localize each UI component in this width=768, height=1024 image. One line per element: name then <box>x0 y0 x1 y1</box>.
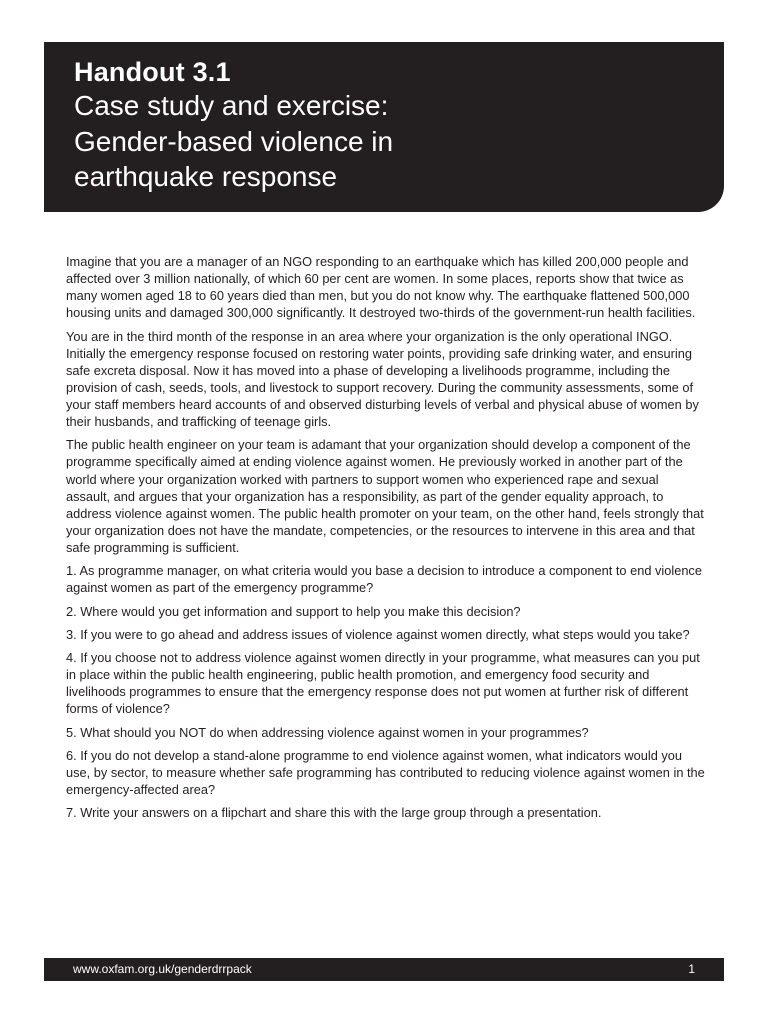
footer-url-link[interactable]: www.oxfam.org.uk/genderdrrpack <box>73 962 252 976</box>
handout-header <box>44 42 724 212</box>
question-4: 4. If you choose not to address violence against women directly in your programme, what measures can you put in place within the public health engineering, public health promotion, and emergency food security and livelihoods programmes to ensure that the emergency response does not put women at further risk of different forms of violence? <box>66 650 700 717</box>
handout-label: Handout 3.1 <box>74 57 231 87</box>
page-footer <box>44 958 724 981</box>
intro-paragraph: Imagine that you are a manager of an NGO responding to an earthquake which has killed 200,000 people and affected over 3 million nationally, of which 60 per cent are women. In some places, reports show that twice as many women aged 18 to 60 years died than men, but you do not know why. The earthquake flattened 500,000 housing units and damaged 300,000 significantly. It destroyed two-thirds of the government-run health facilities. <box>66 254 696 321</box>
page-number: 1 <box>688 962 695 976</box>
situation-paragraph: You are in the third month of the response in an area where your organization is the only operational INGO. Initially the emergency response focused on restoring water points, providing safe drinking water, and ensuring safe excreta disposal. Now it has moved into a phase of developing a livelihoods programme, including the provision of cash, seeds, tools, and livestock to support recovery. During the community assessments, some of your staff members heard accounts of and observed disturbing levels of verbal and physical abuse of women by their husbands, and trafficking of teenage girls. <box>66 328 699 430</box>
body-content <box>66 253 706 828</box>
question-1: 1. As programme manager, on what criteria would you base a decision to introduce a component to end violence against women as part of the emergency programme? <box>66 563 702 596</box>
question-7: 7. Write your answers on a flipchart and share this with the large group through a presentation. <box>66 805 602 821</box>
question-5: 5. What should you NOT do when addressing violence against women in your programmes? <box>66 724 589 740</box>
question-3: 3. If you were to go ahead and address issues of violence against women directly, what steps would you take? <box>66 626 690 642</box>
title-line-2: Gender-based violence in <box>74 125 394 157</box>
title-line-3: earthquake response <box>74 161 338 192</box>
debate-paragraph: The public health engineer on your team is adamant that your organization should develop a component of the programme specifically aimed at ending violence against women. He previously worked in another part of the world where your organization worked with partners to support women who experienced rape and sexual assault, and argues that your organization has a responsibility, as part of the gender equality approach, to address violence against women. The public health promoter on your team, on the other hand, feels strongly that your organization does not have the mandate, competencies, or the resources to intervene in this area and that safe programming is sufficient. <box>66 437 704 555</box>
question-6: 6. If you do not develop a stand-alone programme to end violence against women, what indicators would you use, by sector, to measure whether safe programming has contributed to reducing violence against women in the emergency-affected area? <box>66 747 705 798</box>
title-line-1: Case study and exercise: <box>74 90 389 121</box>
question-2: 2. Where would you get information and support to help you make this decision? <box>66 603 521 619</box>
